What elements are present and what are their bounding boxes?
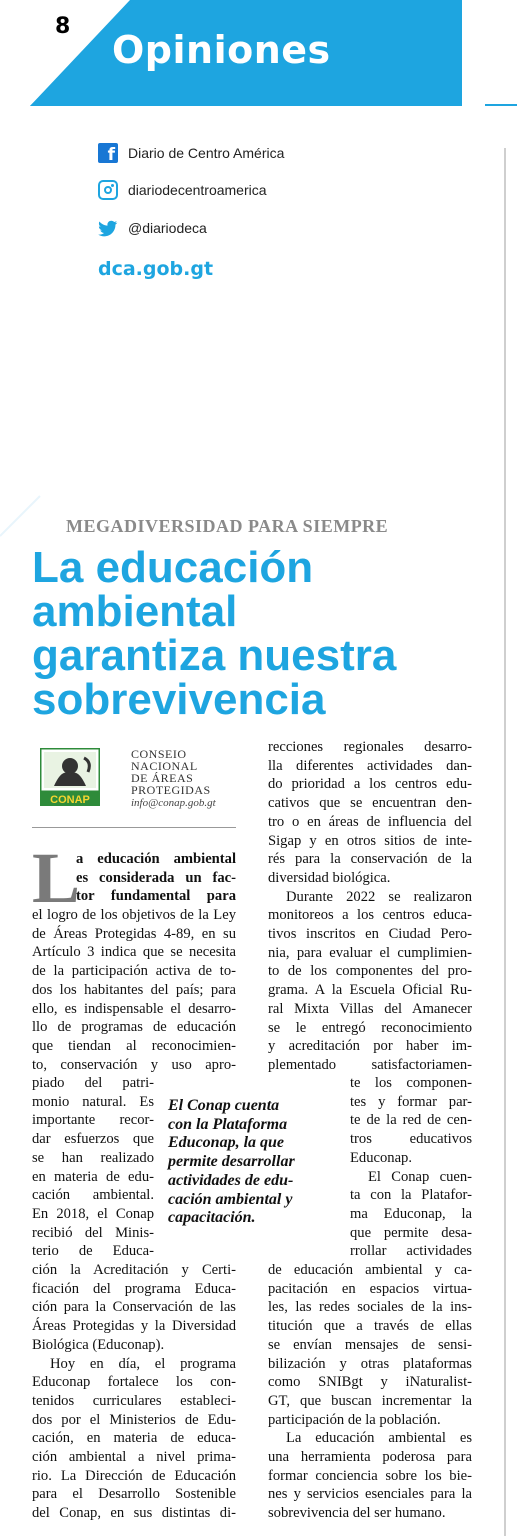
text-line: nia, para evaluar el cumplimien- <box>268 944 472 961</box>
text-line: se envían mensajes de sensi- <box>268 1336 472 1353</box>
column-2-upper <box>268 738 472 1075</box>
text-line: titución que a través de ellas <box>268 1318 472 1335</box>
text-line: tros educativos <box>350 1131 472 1148</box>
facebook-icon <box>98 143 118 163</box>
text-line: piado del patri- <box>32 1075 154 1091</box>
text-line: te los componen- <box>350 1075 472 1091</box>
text-line: monio natural. Es <box>32 1093 154 1110</box>
text-line: ción para la Conservación de las <box>32 1299 236 1316</box>
website-link[interactable]: dca.gob.gt <box>98 258 214 280</box>
column-1-lower <box>32 1261 236 1523</box>
text-line: sobrevivencia del ser humano. <box>268 1505 446 1522</box>
author-org <box>131 748 241 796</box>
decorative-diagonal <box>0 106 60 546</box>
text-line: pacitación en espacios virtua- <box>268 1280 472 1297</box>
text-line: como SNIBgt y iNaturalist- <box>268 1374 472 1391</box>
logo-wordmark: CONAP <box>50 794 90 806</box>
headline-line: sobrevivencia <box>32 675 326 724</box>
text-line: a educación ambiental <box>76 851 236 867</box>
text-line: en materia de edu- <box>32 1168 154 1185</box>
text-line: el logro de los objetivos de la Ley <box>32 907 236 923</box>
headline-line: garantiza nuestra <box>32 631 397 680</box>
text-line: dar esfuerzos que <box>32 1131 154 1148</box>
pull-quote-line: permite desarrollar <box>168 1153 295 1171</box>
column-divider <box>504 148 506 1536</box>
text-line: formar conciencia sobre los bie- <box>268 1467 472 1484</box>
org-line: CONSEIO <box>131 747 187 761</box>
header-accent-line <box>485 104 517 106</box>
text-line: tes y formar par- <box>350 1093 472 1110</box>
text-line: Áreas Protegidas y la Diversidad <box>32 1318 236 1335</box>
text-line: Educonap. <box>350 1149 413 1166</box>
org-line: DE ÁREAS <box>131 771 194 785</box>
pull-quote <box>168 1097 336 1228</box>
text-line: lla diferentes actividades dan- <box>268 757 472 774</box>
instagram-label: diariodecentroamerica <box>128 182 267 198</box>
facebook-label: Diario de Centro América <box>128 145 285 161</box>
text-line: diversidad biológica. <box>268 869 391 886</box>
text-line: to, conservación y uso apro- <box>32 1056 236 1073</box>
text-line: dos los habitantes del país; para <box>32 981 236 998</box>
lead-text <box>76 850 236 906</box>
text-line: se han realizado <box>32 1149 154 1166</box>
text-line: de educación ambiental y ca- <box>268 1262 472 1278</box>
column-2-lower <box>268 1261 472 1523</box>
text-line: participación de la población. <box>268 1411 441 1428</box>
text-line: y acreditación por haber im- <box>268 1038 472 1055</box>
article-headline <box>32 543 482 724</box>
text-line: GT, que buscan incrementar la <box>268 1392 472 1409</box>
social-twitter[interactable] <box>98 217 207 239</box>
social-facebook[interactable] <box>98 142 284 164</box>
pull-quote-line: cación ambiental y <box>168 1190 293 1208</box>
text-line: es considerada un fac- <box>76 869 236 886</box>
text-line: La educación ambiental es <box>286 1430 472 1447</box>
text-line: ción la Acreditación y Certi- <box>32 1262 236 1278</box>
column-2-narrow <box>350 1074 472 1261</box>
text-line: Sigap y en otros sitios de inte- <box>268 832 472 849</box>
text-line: Artículo 3 indica que se necesita <box>32 944 236 961</box>
section-title: Opiniones <box>112 28 331 72</box>
text-line: El Conap cuen- <box>368 1168 472 1185</box>
text-line: recibió del Minis- <box>32 1224 154 1241</box>
text-line: para el Desarrollo Sostenible <box>32 1486 236 1503</box>
twitter-label: @diariodeca <box>128 220 207 236</box>
text-line: Biológica (Educonap). <box>32 1336 165 1353</box>
text-line: terio de Educa- <box>32 1243 154 1260</box>
text-line: del Conap, en sus distintas di- <box>32 1505 236 1522</box>
text-line: ficación del programa Educa- <box>32 1280 236 1297</box>
twitter-icon <box>98 218 118 238</box>
text-line: que permite desa- <box>350 1224 472 1241</box>
text-line: cación, en materia de educa- <box>32 1430 236 1447</box>
text-line: Durante 2022 se realizaron <box>286 888 472 905</box>
text-line: les, las redes sociales de la ins- <box>268 1299 472 1316</box>
text-line: bilización y otras plataformas <box>268 1355 472 1372</box>
pull-quote-line: actividades de edu- <box>168 1171 294 1189</box>
text-line: to de los componentes del pro- <box>268 963 472 980</box>
text-line: de la participación activa de to- <box>32 963 236 980</box>
text-line: cativos que se encuentran den- <box>268 795 472 812</box>
text-line: llo de programas de educación <box>32 1019 236 1036</box>
instagram-icon <box>98 180 118 200</box>
pull-quote-line: con la Plataforma <box>168 1115 288 1133</box>
text-line: tivos inscritos en Ciudad Pero- <box>268 926 472 943</box>
dropcap: L <box>32 838 81 918</box>
text-line: rés para la conservación de la <box>268 851 472 868</box>
column-1-upper <box>32 906 236 1074</box>
text-line: rrollar actividades <box>350 1243 472 1260</box>
text-line: Hoy en día, el programa <box>50 1355 236 1372</box>
text-line: Educonap fortalece los con- <box>32 1374 236 1391</box>
text-line: dos por el Ministerios de Edu- <box>32 1411 236 1428</box>
page-number: 8 <box>55 14 71 39</box>
pull-quote-line: Educonap, la que <box>168 1134 285 1152</box>
text-line: tro o en áreas de influencia del <box>268 813 472 830</box>
text-line: ral Mixta Villas del Amanecer <box>268 1000 472 1017</box>
author-email: info@conap.gob.gt <box>131 797 216 809</box>
conap-logo <box>40 748 100 806</box>
social-instagram[interactable] <box>98 179 267 201</box>
text-line: tenidos curriculares estableci- <box>32 1392 236 1409</box>
text-line: importante recor- <box>32 1112 154 1129</box>
pull-quote-line: El Conap cuenta <box>168 1097 280 1114</box>
text-line: una herramienta poderosa para <box>268 1449 472 1466</box>
byline-rule <box>32 827 236 828</box>
text-line: ta con la Platafor- <box>350 1187 472 1204</box>
text-line: ción ambiental a nivel prima- <box>32 1449 236 1466</box>
text-line: de Áreas Protegidas 4-89, en su <box>32 925 236 942</box>
text-line: rio. La Dirección de Educación <box>32 1467 236 1484</box>
text-line: ma Educonap, la <box>350 1205 472 1222</box>
pull-quote-line: capacitación. <box>168 1209 256 1227</box>
org-line: NACIONAL <box>131 759 198 773</box>
headline-line: La educación <box>32 543 314 592</box>
text-line: monitoreos a los centros educa- <box>268 907 472 924</box>
text-line: plementado satisfactoriamen- <box>268 1056 472 1073</box>
text-line: que tiendan al reconocimien- <box>32 1037 236 1054</box>
text-line: grama. A la Escuela Oficial Ru- <box>268 982 472 999</box>
text-line: ello, es indispensable el desarro- <box>32 1000 236 1017</box>
text-line: recciones regionales desarro- <box>268 739 472 755</box>
text-line: te de la red de cen- <box>350 1112 472 1129</box>
text-line: tor fundamental para <box>76 888 236 905</box>
text-line: nes y servicios esenciales para la <box>268 1486 472 1503</box>
column-1-narrow <box>32 1074 154 1261</box>
text-line: se le entregó reconocimiento <box>268 1019 472 1036</box>
headline-line: ambiental <box>32 587 238 636</box>
text-line: En 2018, el Conap <box>32 1205 154 1222</box>
org-line: PROTEGIDAS <box>131 783 211 797</box>
article-kicker: MEGADIVERSIDAD PARA SIEMPRE <box>66 516 389 536</box>
text-line: cación ambiental. <box>32 1187 154 1204</box>
text-line: do prioridad a los centros edu- <box>268 776 472 793</box>
